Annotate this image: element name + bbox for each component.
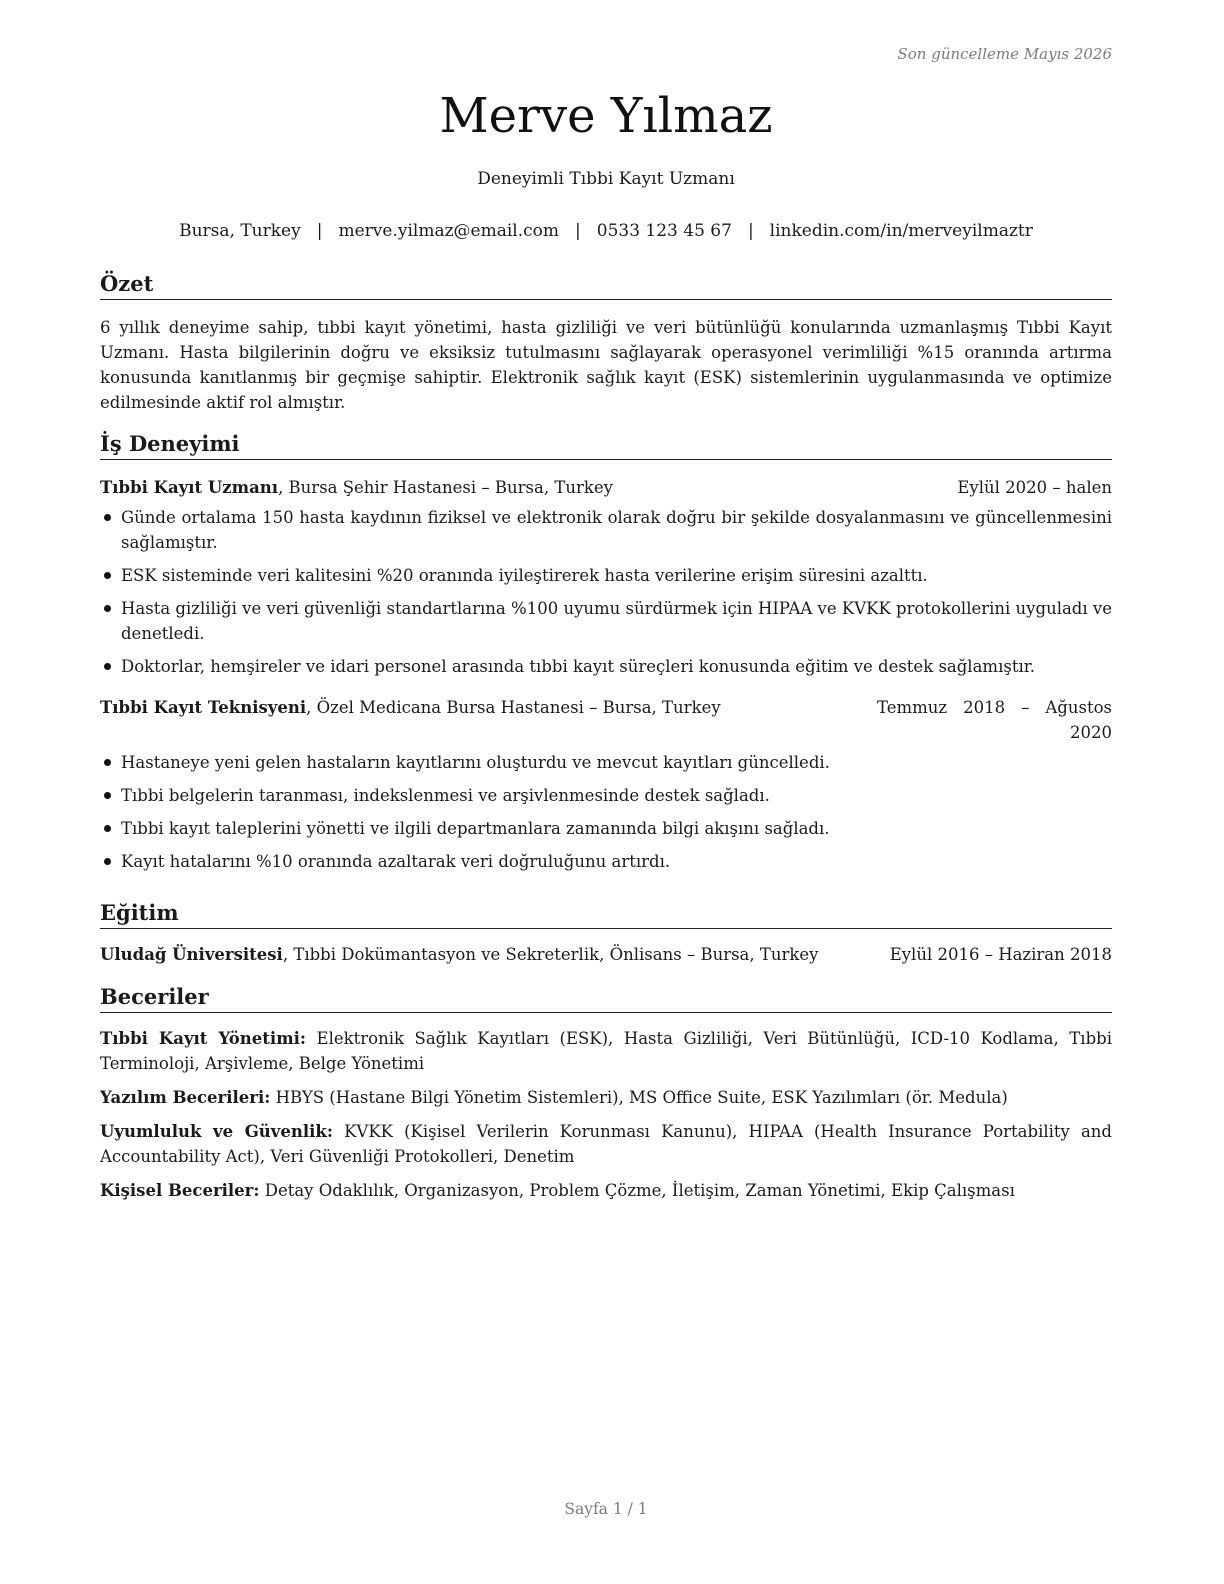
- contact-separator: |: [316, 221, 323, 241]
- bullet-icon: [104, 514, 111, 521]
- contact-location: Bursa, Turkey: [179, 221, 301, 241]
- skill-label: Tıbbi Kayıt Yönetimi:: [100, 1029, 307, 1048]
- resume-page: [100, 0, 1112, 1584]
- skill-label: Kişisel Beceriler:: [100, 1181, 260, 1200]
- job-org: , Özel Medicana Bursa Hastanesi – Bursa, Turkey: [306, 698, 721, 717]
- education-section: [100, 899, 1112, 967]
- list-item: Doktorlar, hemşireler ve idari personel arasında tıbbi kayıt süreçleri konusunda eğitim ve destek sağlamıştır.: [100, 654, 1112, 679]
- list-item: Hastaneye yeni gelen hastaların kayıtlarını oluşturdu ve mevcut kayıtları güncelledi.: [100, 750, 1112, 775]
- skill-text: KVKK (Kişisel Verilerin Korunması Kanunu), HIPAA (Health Insurance Portability and Accountability Act), Veri Güvenliği Protokolleri, Denetim: [100, 1122, 1112, 1166]
- education-dates: Eylül 2016 – Haziran 2018: [889, 945, 1112, 964]
- skill-line: [100, 1085, 1112, 1110]
- contact-phone: 0533 123 45 67: [596, 221, 732, 241]
- contact-linkedin[interactable]: linkedin.com/in/merveyilmaztr: [769, 221, 1033, 241]
- candidate-name: Merve Yılmaz: [439, 88, 773, 144]
- contact-email[interactable]: merve.yilmaz@email.com: [338, 221, 560, 241]
- job-bullets: [100, 750, 1112, 874]
- bullet-icon: [104, 605, 111, 612]
- list-item: Kayıt hatalarını %10 oranında azaltarak veri doğruluğunu artırdı.: [100, 849, 1112, 874]
- job-role-org: [100, 695, 721, 720]
- list-item: Tıbbi belgelerin taranması, indekslenmesi ve arşivlenmesinde destek sağladı.: [100, 783, 1112, 808]
- experience-title: İş Deneyimi: [100, 430, 1112, 460]
- skill-text: Elektronik Sağlık Kayıtları (ESK), Hasta Gizliliği, Veri Bütünlüğü, ICD-10 Kodlama, Tıbbi Terminoloji, Arşivleme, Belge Yönetimi: [100, 1029, 1112, 1073]
- education-title: Eğitim: [100, 899, 1112, 929]
- education-school-detail: [100, 942, 818, 967]
- summary-title: Özet: [100, 270, 1112, 300]
- bullet-icon: [104, 858, 111, 865]
- education-detail: , Tıbbi Dokümantasyon ve Sekreterlik, Önlisans – Bursa, Turkey: [282, 945, 819, 964]
- job-role: Tıbbi Kayıt Uzmanı: [100, 478, 279, 497]
- skill-label: Yazılım Becerileri:: [100, 1088, 271, 1107]
- job-entry: [100, 695, 1112, 874]
- list-item: Hasta gizliliği ve veri güvenliği standartlarına %100 uyumu sürdürmek için HIPAA ve KVKK protokollerini uyguladı ve denetledi.: [100, 596, 1112, 646]
- last-updated-note: Son güncelleme Mayıs 2026: [897, 45, 1112, 63]
- skill-line: [100, 1119, 1112, 1169]
- summary-text: 6 yıllık deneyime sahip, tıbbi kayıt yönetimi, hasta gizliliği ve veri bütünlüğü konularında uzmanlaşmış Tıbbi Kayıt Uzmanı. Hasta bilgilerinin doğru ve eksiksiz tutulmasını sağlayarak operasyonel verimliliği %15 oranında artırma konusunda kanıtlanmış bir geçmişe sahiptir. Elektronik sağlık kayıt (ESK) sistemlerinin uygulanmasında ve optimize edilmesinde aktif rol almıştır.: [100, 318, 1112, 412]
- bullet-icon: [104, 572, 111, 579]
- skill-text: HBYS (Hastane Bilgi Yönetim Sistemleri), MS Office Suite, ESK Yazılımları (ör. Medula): [270, 1088, 1008, 1107]
- skills-section: [100, 983, 1112, 1203]
- job-org: , Bursa Şehir Hastanesi – Bursa, Turkey: [278, 478, 613, 497]
- candidate-headline: Deneyimli Tıbbi Kayıt Uzmanı: [477, 169, 735, 189]
- job-dates: Eylül 2020 – halen: [957, 478, 1112, 497]
- contact-separator: |: [575, 221, 581, 241]
- list-item: ESK sisteminde veri kalitesini %20 oranında iyileştirerek hasta verilerine erişim süresini azalttı.: [100, 563, 1112, 588]
- skill-text: Detay Odaklılık, Organizasyon, Problem Çözme, İletişim, Zaman Yönetimi, Ekip Çalışması: [259, 1181, 1015, 1200]
- experience-section: [100, 430, 1112, 874]
- job-header: [100, 695, 1112, 745]
- list-item: Günde ortalama 150 hasta kaydının fiziksel ve elektronik olarak doğru bir şekilde dosyalanmasını ve güncellenmesini sağlamıştır.: [100, 505, 1112, 555]
- bullet-icon: [104, 825, 111, 832]
- bullet-icon: [104, 759, 111, 766]
- job-dates: Temmuz 2018 – Ağustos 2020: [877, 698, 1112, 742]
- education-school: Uludağ Üniversitesi: [100, 945, 283, 964]
- skill-line: [100, 1026, 1112, 1076]
- bullet-icon: [104, 792, 111, 799]
- job-header: [100, 475, 1112, 500]
- skill-label: Uyumluluk ve Güvenlik:: [100, 1122, 333, 1141]
- job-bullets: [100, 505, 1112, 679]
- job-role-org: [100, 475, 613, 500]
- contact-separator: |: [747, 221, 754, 241]
- job-entry: [100, 475, 1112, 679]
- job-role: Tıbbi Kayıt Teknisyeni: [100, 698, 307, 717]
- page-number: Sayfa 1 / 1: [564, 1500, 648, 1518]
- skill-line: [100, 1178, 1112, 1203]
- contact-line: [100, 219, 1112, 243]
- bullet-icon: [104, 663, 111, 670]
- summary-section: [100, 270, 1112, 415]
- skills-title: Beceriler: [100, 983, 1112, 1013]
- education-entry: [100, 942, 1112, 967]
- list-item: Tıbbi kayıt taleplerini yönetti ve ilgili departmanlara zamanında bilgi akışını sağladı.: [100, 816, 1112, 841]
